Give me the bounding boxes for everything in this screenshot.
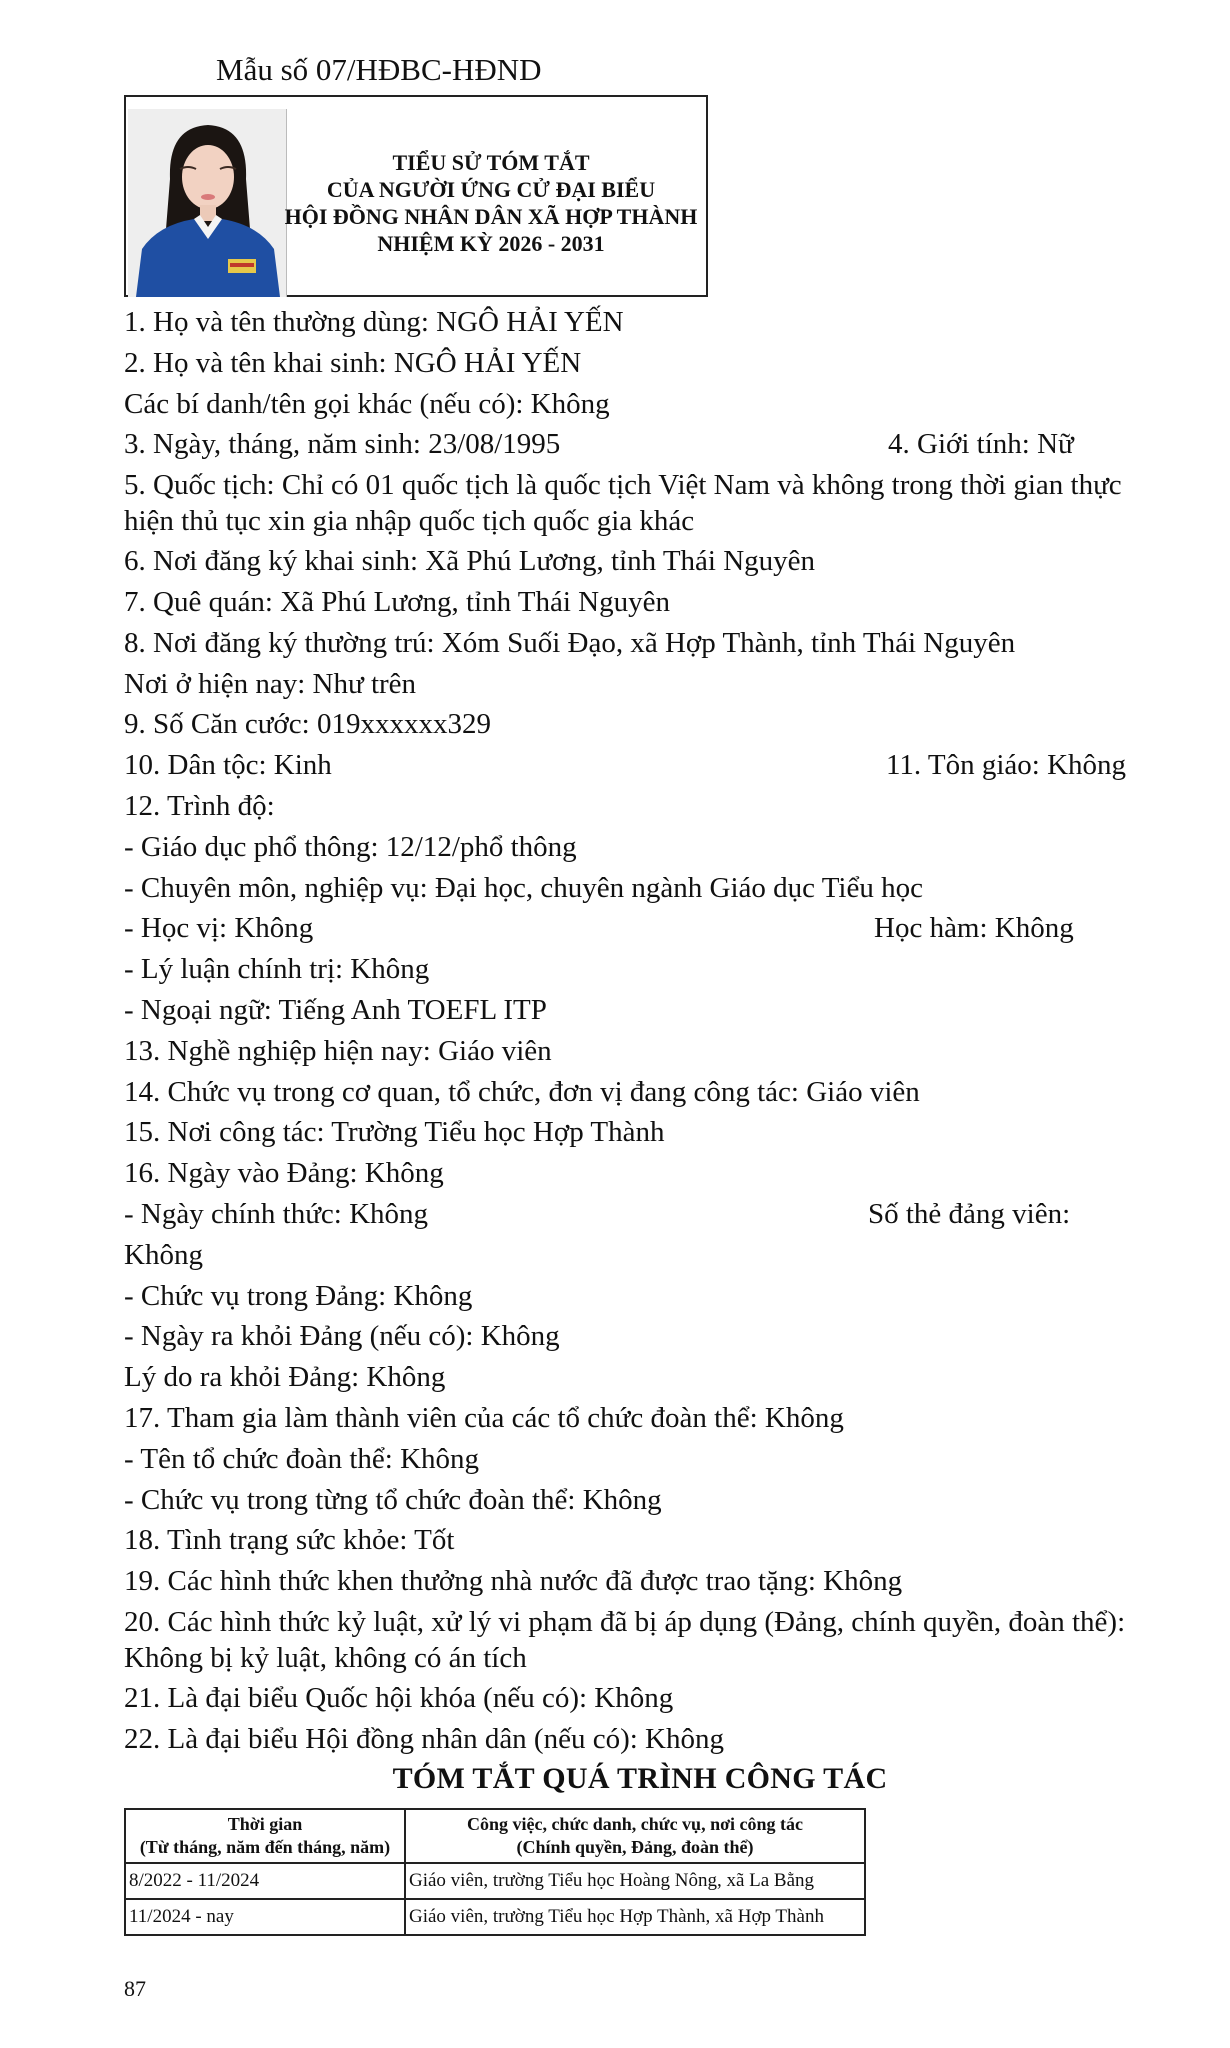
field-position: 14. Chức vụ trong cơ quan, tổ chức, đơn vị đang công tác: Giáo viên [124,1075,920,1108]
field-row-degree-title [124,908,1144,949]
field-nationality: 5. Quốc tịch: Chỉ có 01 quốc tịch là quốc tịch Việt Nam và không trong thời gian thực hiện thủ tục xin gia nhập quốc tịch quốc gia khác [124,469,1122,538]
field-common-name: 1. Họ và tên thường dùng: NGÔ HẢI YẾN [124,306,624,338]
header-box [124,95,708,297]
title-line: CỦA NGƯỜI ỨNG CỬ ĐẠI BIỂU [326,177,656,202]
field-health: 18. Tình trạng sức khỏe: Tốt [124,1524,455,1557]
field-date-of-birth: 3. Ngày, tháng, năm sinh: 23/08/1995 [124,428,561,461]
biography-title [276,149,706,257]
cell-period: 8/2022 - 11/2024 [125,1863,405,1899]
column-header-period [125,1809,405,1863]
header-line: (Chính quyền, Đảng, đoàn thể) [516,1837,754,1857]
form-code: Mẫu số 07/HĐBC-HĐND [216,52,542,87]
field-row-official-date-card [124,1194,1144,1235]
field-permanent-residence: 8. Nơi đăng ký thường trú: Xóm Suối Đạo, xã Hợp Thành, tỉnh Thái Nguyên [124,626,1016,659]
cell-job: Giáo viên, trường Tiểu học Hợp Thành, xã Hợp Thành [405,1899,865,1935]
field-id-number: 9. Số Căn cước: 019xxxxxx329 [124,708,491,741]
field-ethnicity: 10. Dân tộc: Kinh [124,749,332,782]
field-peoples-council: 22. Là đại biểu Hội đồng nhân dân (nếu có): Không [124,1722,724,1755]
table-row [125,1863,865,1899]
work-history-table [124,1808,866,1936]
field-general-education: - Giáo dục phổ thông: 12/12/phổ thông [124,830,577,863]
portrait-photo-drawing [128,109,286,297]
field-aliases: Các bí danh/tên gọi khác (nếu có): Không [124,387,610,420]
biography-fields [124,302,1144,1760]
portrait-photo [128,109,287,297]
field-gender: 4. Giới tính: Nữ [888,428,1074,461]
field-party-leave-date: - Ngày ra khỏi Đảng (nếu có): Không [124,1320,560,1353]
field-row-dob-gender [124,424,1144,465]
field-organization-name: - Tên tổ chức đoàn thể: Không [124,1442,480,1475]
field-workplace: 15. Nơi công tác: Trường Tiểu học Hợp Thành [124,1116,665,1149]
field-party-position: - Chức vụ trong Đảng: Không [124,1279,473,1312]
cell-job: Giáo viên, trường Tiểu học Hoàng Nông, xã La Bằng [405,1863,865,1899]
cell-period: 11/2024 - nay [125,1899,405,1935]
header-line: (Từ tháng, năm đến tháng, năm) [139,1837,391,1857]
work-history-title: TÓM TẮT QUÁ TRÌNH CÔNG TÁC [392,1762,888,1795]
field-birth-registration: 6. Nơi đăng ký khai sinh: Xã Phú Lương, tỉnh Thái Nguyên [124,545,816,578]
field-party-leave-reason: Lý do ra khỏi Đảng: Không [124,1361,446,1394]
title-line: NHIỆM KỲ 2026 - 2031 [377,231,605,256]
field-academic-degree: - Học vị: Không [124,912,314,945]
field-organization-position: - Chức vụ trong từng tổ chức đoàn thể: Không [124,1483,662,1516]
field-current-residence: Nơi ở hiện nay: Như trên [124,667,417,700]
field-academic-title: Học hàm: Không [874,912,1074,945]
field-national-assembly: 21. Là đại biểu Quốc hội khóa (nếu có): Không [124,1681,674,1714]
field-foreign-language: - Ngoại ngữ: Tiếng Anh TOEFL ITP [124,993,547,1026]
field-occupation: 13. Nghề nghiệp hiện nay: Giáo viên [124,1034,552,1067]
field-party-official-date: - Ngày chính thức: Không [124,1197,429,1230]
field-awards: 19. Các hình thức khen thưởng nhà nước đã được trao tặng: Không [124,1565,903,1598]
title-line: TIỂU SỬ TÓM TẮT [392,150,590,175]
table-header-row [125,1809,865,1863]
field-party-join-date: 16. Ngày vào Đảng: Không [124,1157,444,1190]
page-number: 87 [124,1976,146,2001]
field-religion: 11. Tôn giáo: Không [886,749,1127,782]
column-header-job [405,1809,865,1863]
field-row-ethnicity-religion [124,745,1144,786]
field-discipline: 20. Các hình thức kỷ luật, xử lý vi phạm đã bị áp dụng (Đảng, chính quyền, đoàn thể): Không bị kỷ luật, không có án tích [124,1605,1126,1674]
title-line: HỘI ĐỒNG NHÂN DÂN XÃ HỢP THÀNH [284,204,698,229]
field-specialization: - Chuyên môn, nghiệp vụ: Đại học, chuyên ngành Giáo dục Tiểu học [124,871,923,904]
field-party-card-value: Không [124,1238,203,1271]
field-party-card-label: Số thẻ đảng viên: [868,1197,1071,1230]
field-organizations: 17. Tham gia làm thành viên của các tổ chức đoàn thể: Không [124,1401,844,1434]
header-line: Công việc, chức danh, chức vụ, nơi công tác [466,1814,804,1834]
table-row [125,1899,865,1935]
field-hometown: 7. Quê quán: Xã Phú Lương, tỉnh Thái Nguyên [124,585,671,618]
field-political-theory: - Lý luận chính trị: Không [124,953,430,986]
header-line: Thời gian [227,1814,303,1834]
field-birth-name: 2. Họ và tên khai sinh: NGÔ HẢI YẾN [124,346,582,379]
field-education-heading: 12. Trình độ: [124,789,275,822]
